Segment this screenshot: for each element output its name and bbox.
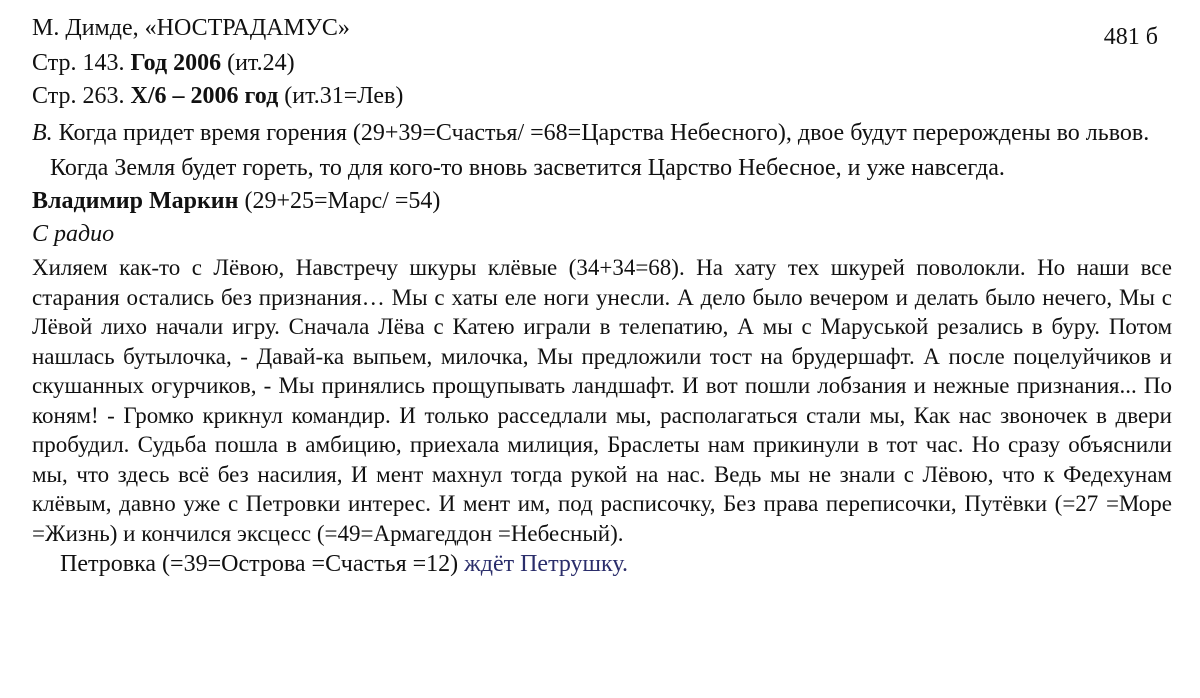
page-number: 481 б <box>1103 24 1158 50</box>
author-code: (29+25=Марс/ =54) <box>238 188 441 214</box>
ref-code: (ит.31=Лев) <box>278 83 404 109</box>
page-reference-1 <box>32 47 1172 80</box>
comment-text: Когда Земля будет гореть, то для кого-то вновь засветится Царство Небесное, и уже навсегда. <box>50 155 1005 181</box>
poem-text: Хиляем как-то с Лёвою, Навстречу шкуры клёвые (34+34=68). На хату тех шкурей поволокли. Но наши все старания остались без признания… Мы с хаты еле ноги унесли. А дело было вечером и делать было нечего, Мы с Лёвой лихо начали игру. Сначала Лёва с Катею играли в телепатию, А мы с Маруськой резались в буру. Потом нашлась бутылочка, - Давай-ка выпьем, милочка, Мы предложили тост на брудершафт. А после поцелуйчиков и скушанных огурчиков, - Мы принялись прощупывать ландшафт. И вот пошли лобзания и нежные признания... По коням! - Громко крикнул командир. И только расседлали мы, располагаться стали мы, Как нас звоночек в двери пробудил. Судьба пошла в амбицию, приехала милиция, Браслеты нам прикинули в тот час. Но сразу объяснили мы, что здесь всё без насилия, И мент махнул тогда рукой на нас. Ведь мы не знали с Лёвою, что к Федехунам клёвым, давно уже с Петровки интерес. И мент им, под расписочку, Без права переписочки, Путёвки (=27 =Море =Жизнь) и кончился эксцесс (=49=Армагеддон =Небесный). <box>32 255 1172 546</box>
ref-year: Год 2006 <box>130 50 222 76</box>
ref-prefix: Стр. 143. <box>32 50 131 76</box>
closing-highlight: ждёт Петрушку. <box>464 551 628 577</box>
poem-subtitle: С радио <box>32 221 115 247</box>
closing-text: Петровка (=39=Острова =Счастья =12) <box>60 551 465 577</box>
closing-line <box>32 548 1172 581</box>
ref-code: (ит.24) <box>221 50 295 76</box>
ref-quatrain: Х/6 – 2006 год <box>130 83 279 109</box>
quatrain-marker: В. <box>32 120 53 146</box>
page-reference-2 <box>32 80 1172 113</box>
source-title: М. Димде, «НОСТРАДАМУС» <box>32 15 350 41</box>
author-line <box>32 185 1172 218</box>
quatrain-body: Когда придет время горения (29+39=Счастья/ =68=Царства Небесного), двое будут перерождены во львов. <box>52 120 1150 146</box>
ref-prefix: Стр. 263. <box>32 83 131 109</box>
quatrain-text <box>32 119 1172 148</box>
author-name: Владимир Маркин <box>32 188 239 214</box>
document-page <box>32 12 1172 581</box>
